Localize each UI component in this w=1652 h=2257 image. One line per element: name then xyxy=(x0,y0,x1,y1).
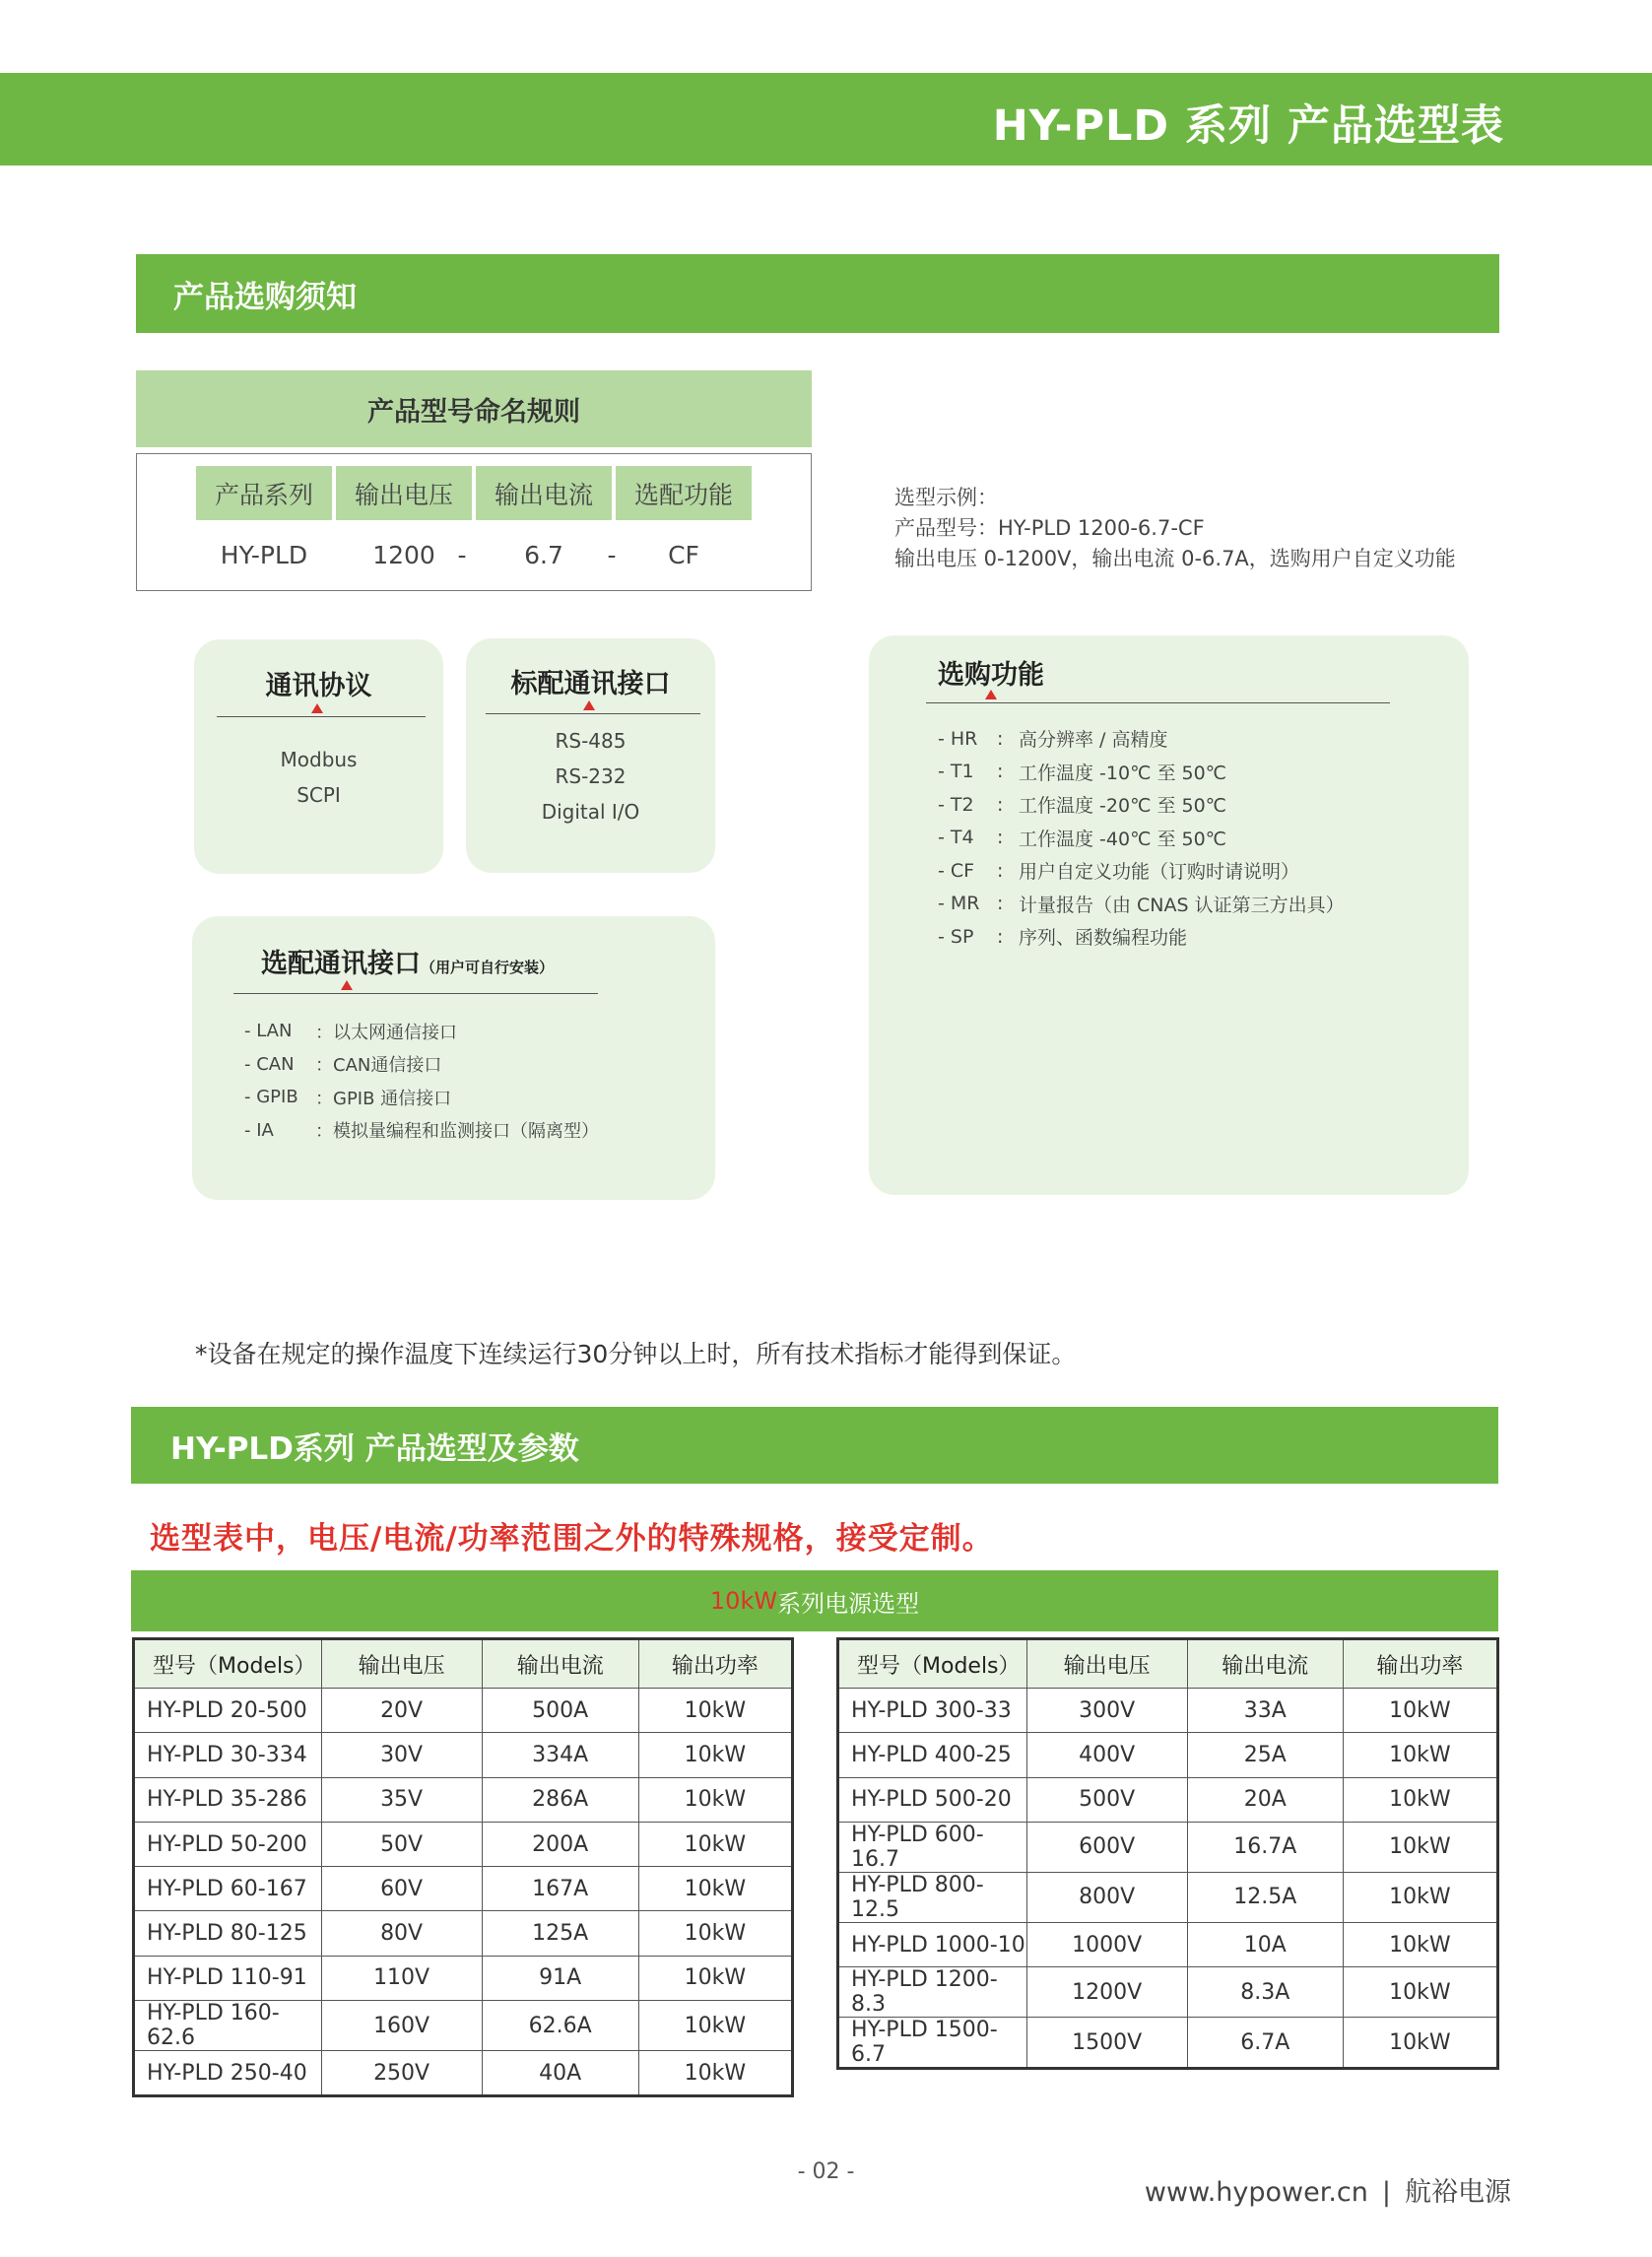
header-voltage: 输出电压 xyxy=(321,1639,482,1689)
cell-current: 12.5A xyxy=(1187,1872,1343,1922)
divider xyxy=(926,702,1390,703)
colon: : xyxy=(997,793,1004,816)
cell-voltage: 110V xyxy=(321,1956,482,2000)
table-row xyxy=(838,1967,1498,2018)
list-item: - T2 : 工作温度 -20℃ 至 50℃ xyxy=(938,793,1227,818)
list-item: - GPIB ：GPIB 通信接口 xyxy=(244,1087,452,1109)
cell-power: 10kW xyxy=(1343,1967,1497,2018)
divider xyxy=(486,713,700,714)
cell-model: HY-PLD 300-33 xyxy=(838,1689,1027,1733)
naming-val-series: HY-PLD xyxy=(220,540,308,569)
standard-interface-card xyxy=(466,638,715,873)
protocol-item: Modbus xyxy=(280,748,358,771)
section-title: 产品选购须知 xyxy=(173,279,357,315)
cell-model: HY-PLD 60-167 xyxy=(134,1867,322,1911)
selection-example xyxy=(894,483,1525,574)
cell-current: 500A xyxy=(482,1689,638,1733)
operating-note: *设备在规定的操作温度下连续运行30分钟以上时，所有技术指标才能得到保证。 xyxy=(195,1340,1077,1368)
options-card xyxy=(869,635,1469,1195)
cell-voltage: 20V xyxy=(321,1689,482,1733)
cell-voltage: 35V xyxy=(321,1777,482,1822)
list-item: - CF : 用户自定义功能（订购时请说明） xyxy=(938,859,1300,884)
cell-current: 125A xyxy=(482,1911,638,1956)
cell-voltage: 250V xyxy=(321,2051,482,2096)
table-row xyxy=(838,1922,1498,1966)
cell-voltage: 300V xyxy=(1026,1689,1187,1733)
cell-power: 10kW xyxy=(638,1956,792,2000)
cell-model: HY-PLD 400-25 xyxy=(838,1733,1027,1777)
header-current: 输出电流 xyxy=(482,1639,638,1689)
cell-model: HY-PLD 30-334 xyxy=(134,1733,322,1777)
cell-current: 62.6A xyxy=(482,2001,638,2051)
header-power: 输出功率 xyxy=(1343,1639,1497,1689)
table-row xyxy=(134,1689,793,1733)
list-item: - T1 : 工作温度 -10℃ 至 50℃ xyxy=(938,761,1227,784)
protocol-card xyxy=(194,639,443,874)
colon: : xyxy=(997,859,1004,882)
example-label: 选型示例： xyxy=(894,486,998,509)
cell-power: 10kW xyxy=(1343,1872,1497,1922)
table-row xyxy=(134,1733,793,1777)
section-title: HY-PLD系列 产品选型及参数 xyxy=(170,1430,579,1467)
cell-power: 10kW xyxy=(638,1911,792,1956)
cell-power: 10kW xyxy=(638,1777,792,1822)
cell-current: 25A xyxy=(1187,1733,1343,1777)
cell-current: 167A xyxy=(482,1867,638,1911)
naming-val-voltage: 1200 xyxy=(372,540,435,569)
brand-name: 航裕电源 xyxy=(1405,2177,1511,2208)
cell-model: HY-PLD 800-12.5 xyxy=(838,1872,1027,1922)
naming-rule-heading: 产品型号命名规则 xyxy=(136,370,812,447)
colon: : xyxy=(997,827,1004,849)
list-item: - MR : 计量报告（由 CNAS 认证第三方出具） xyxy=(938,893,1345,916)
cell-voltage: 30V xyxy=(321,1733,482,1777)
cell-model: HY-PLD 20-500 xyxy=(134,1689,322,1733)
page-title: HY-PLD 系列 产品选型表 xyxy=(992,101,1504,151)
cell-voltage: 1000V xyxy=(1026,1922,1187,1966)
cell-voltage: 80V xyxy=(321,1911,482,1956)
list-item: - LAN ：以太网通信接口 xyxy=(244,1021,457,1043)
header-model: 型号（Models） xyxy=(838,1639,1027,1689)
optional-interface-title-text: 选配通讯接口 xyxy=(261,949,421,979)
list-item: - CAN ：CAN通信接口 xyxy=(244,1053,442,1077)
divider xyxy=(233,993,598,994)
naming-col-series: 产品系列 xyxy=(196,466,332,520)
cell-current: 40A xyxy=(482,2051,638,2096)
cell-voltage: 60V xyxy=(321,1867,482,1911)
cell-current: 200A xyxy=(482,1822,638,1866)
table-row xyxy=(134,1777,793,1822)
cell-current: 16.7A xyxy=(1187,1822,1343,1872)
cell-power: 10kW xyxy=(638,2051,792,2096)
marker-triangle xyxy=(985,690,997,699)
table-row xyxy=(134,1956,793,2000)
website-link[interactable]: www.hypower.cn xyxy=(1144,2177,1368,2208)
cell-model: HY-PLD 160-62.6 xyxy=(134,2001,322,2051)
cell-power: 10kW xyxy=(638,1822,792,1866)
cell-voltage: 800V xyxy=(1026,1872,1187,1922)
naming-col-current: 输出电流 xyxy=(476,466,612,520)
interface-item: RS-232 xyxy=(555,764,627,788)
section-bar-selection xyxy=(131,1407,1498,1484)
footer xyxy=(1145,2170,1511,2209)
cell-voltage: 500V xyxy=(1026,1777,1187,1822)
spec-table-right xyxy=(836,1637,1499,2070)
naming-col-options: 选配功能 xyxy=(616,466,752,520)
top-banner xyxy=(0,73,1652,166)
cell-power: 10kW xyxy=(638,1867,792,1911)
table-row xyxy=(134,2001,793,2051)
table-row xyxy=(838,2018,1498,2069)
cell-voltage: 160V xyxy=(321,2001,482,2051)
table-header-row xyxy=(838,1639,1498,1689)
cell-model: HY-PLD 1000-10 xyxy=(838,1922,1027,1966)
cell-power: 10kW xyxy=(638,1733,792,1777)
cell-power: 10kW xyxy=(1343,1822,1497,1872)
list-item: - SP : 序列、函数编程功能 xyxy=(938,925,1188,950)
marker-triangle xyxy=(583,700,595,710)
cell-current: 10A xyxy=(1187,1922,1343,1966)
cell-current: 286A xyxy=(482,1777,638,1822)
naming-val-current: 6.7 xyxy=(524,540,563,569)
header-voltage: 输出电压 xyxy=(1026,1639,1187,1689)
cell-power: 10kW xyxy=(638,2001,792,2051)
protocol-item: SCPI xyxy=(297,783,341,807)
cell-model: HY-PLD 1500-6.7 xyxy=(838,2018,1027,2069)
optional-interface-list xyxy=(244,1015,599,1147)
interface-item: RS-485 xyxy=(555,729,627,753)
cell-current: 33A xyxy=(1187,1689,1343,1733)
cell-power: 10kW xyxy=(1343,1733,1497,1777)
cell-voltage: 600V xyxy=(1026,1822,1187,1872)
cell-power: 10kW xyxy=(1343,1922,1497,1966)
power-highlight: 10kW xyxy=(709,1587,778,1615)
cell-current: 91A xyxy=(482,1956,638,2000)
colon: : xyxy=(997,925,1004,948)
table-body xyxy=(134,1689,793,2096)
cell-model: HY-PLD 500-20 xyxy=(838,1777,1027,1822)
cell-voltage: 400V xyxy=(1026,1733,1187,1777)
optional-interface-note: （用户可自行安装） xyxy=(421,959,555,976)
section-bar-purchase-notes xyxy=(136,254,1499,333)
table-row xyxy=(134,1867,793,1911)
naming-col-voltage: 输出电压 xyxy=(336,466,472,520)
cell-power: 10kW xyxy=(638,1689,792,1733)
optional-interface-title xyxy=(261,942,554,980)
cell-model: HY-PLD 600-16.7 xyxy=(838,1822,1027,1872)
table-row xyxy=(134,1911,793,1956)
table-row xyxy=(838,1777,1498,1822)
cell-current: 8.3A xyxy=(1187,1967,1343,2018)
cell-power: 10kW xyxy=(1343,1689,1497,1733)
colon: : xyxy=(997,727,1004,750)
list-item: - T4 : 工作温度 -40℃ 至 50℃ xyxy=(938,827,1227,850)
marker-triangle xyxy=(341,980,353,990)
table-row xyxy=(134,1822,793,1866)
cell-power: 10kW xyxy=(1343,1777,1497,1822)
table-row xyxy=(838,1822,1498,1872)
table-row xyxy=(838,1689,1498,1733)
optional-interface-card xyxy=(192,916,715,1200)
divider xyxy=(217,716,426,717)
table-row xyxy=(134,2051,793,2096)
colon: : xyxy=(997,761,1004,783)
standard-interface-title: 标配通讯接口 xyxy=(510,669,671,699)
cell-model: HY-PLD 35-286 xyxy=(134,1777,322,1822)
cell-voltage: 50V xyxy=(321,1822,482,1866)
options-list xyxy=(938,722,1345,954)
cell-voltage: 1500V xyxy=(1026,2018,1187,2069)
interface-item: Digital I/O xyxy=(541,800,640,824)
naming-rule-box xyxy=(136,453,812,591)
page-number: - 02 - xyxy=(797,2159,855,2184)
protocol-list xyxy=(194,742,443,813)
list-item: - IA ：模拟量编程和监测接口（隔离型） xyxy=(244,1119,599,1143)
cell-current: 334A xyxy=(482,1733,638,1777)
table-band xyxy=(131,1570,1498,1631)
cell-power: 10kW xyxy=(1343,2018,1497,2069)
options-title: 选购功能 xyxy=(938,660,1044,691)
cell-model: HY-PLD 50-200 xyxy=(134,1822,322,1866)
example-description: 输出电压 0-1200V，输出电流 0-6.7A，选购用户自定义功能 xyxy=(894,547,1456,570)
table-row xyxy=(838,1872,1498,1922)
spec-table-left xyxy=(132,1637,794,2097)
naming-dash: - xyxy=(457,540,467,569)
list-item: - HR : 高分辨率 / 高精度 xyxy=(938,727,1168,752)
example-model: 产品型号：HY-PLD 1200-6.7-CF xyxy=(894,516,1205,540)
marker-triangle xyxy=(311,703,323,713)
cell-model: HY-PLD 110-91 xyxy=(134,1956,322,2000)
table-band-text: 系列电源选型 xyxy=(777,1589,920,1618)
header-model: 型号（Models） xyxy=(134,1639,322,1689)
protocol-title: 通讯协议 xyxy=(265,671,372,701)
footer-separator: | xyxy=(1381,2177,1391,2208)
table-body xyxy=(838,1689,1498,2069)
header-power: 输出功率 xyxy=(638,1639,792,1689)
naming-dash: - xyxy=(607,540,617,569)
cell-current: 20A xyxy=(1187,1777,1343,1822)
header-current: 输出电流 xyxy=(1187,1639,1343,1689)
custom-spec-note: 选型表中，电压/电流/功率范围之外的特殊规格，接受定制。 xyxy=(150,1521,994,1557)
cell-model: HY-PLD 1200-8.3 xyxy=(838,1967,1027,2018)
cell-voltage: 1200V xyxy=(1026,1967,1187,2018)
table-row xyxy=(838,1733,1498,1777)
cell-model: HY-PLD 80-125 xyxy=(134,1911,322,1956)
table-header-row xyxy=(134,1639,793,1689)
standard-interface-list xyxy=(466,723,715,830)
naming-val-options: CF xyxy=(668,540,699,569)
cell-model: HY-PLD 250-40 xyxy=(134,2051,322,2096)
colon: : xyxy=(997,893,1004,915)
cell-current: 6.7A xyxy=(1187,2018,1343,2069)
